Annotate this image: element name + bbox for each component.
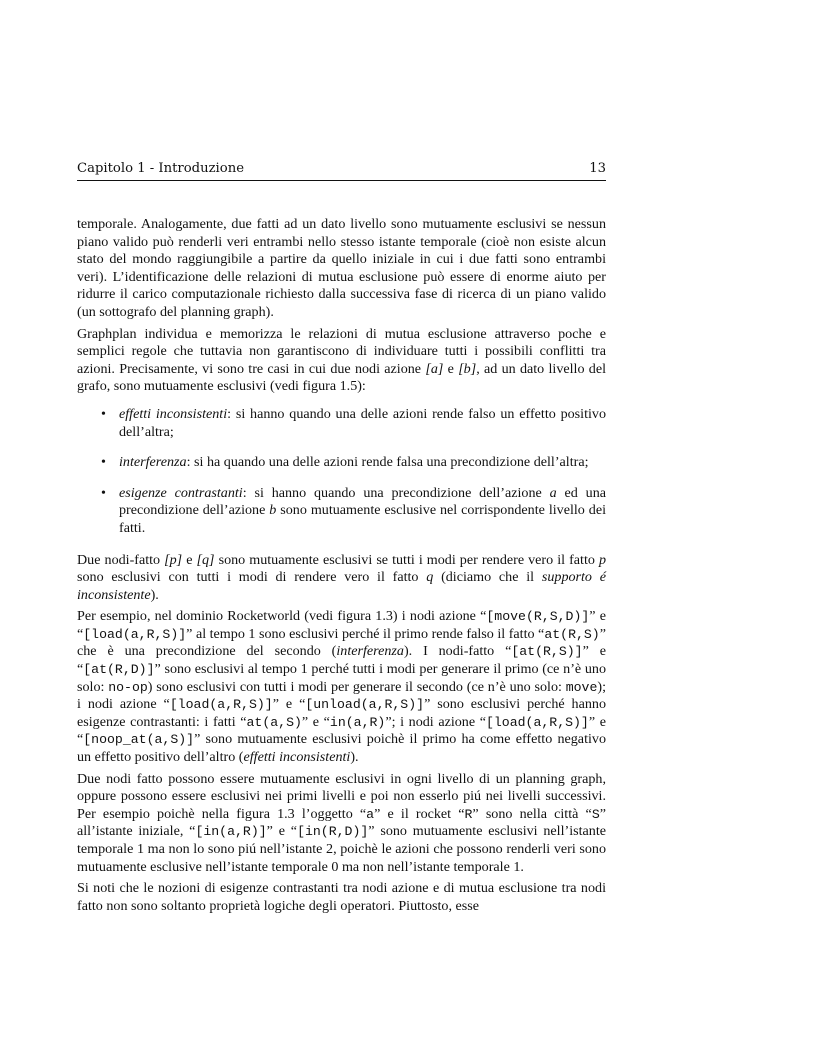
list-item: • esigenze contrastanti: si hanno quando una precondizione dell’azione a ed una precondizione dell’azione b sono mutuamente esclusive nel corrispondente livello dei fatti.: [101, 484, 606, 536]
list-item: • interferenza: si ha quando una delle azioni rende falsa una precondizione dell’altra;: [101, 454, 589, 471]
list-item: • effetti inconsistenti: si hanno quando una delle azioni rende falso un effetto positivo dell’altra;: [101, 405, 607, 440]
page-body: [77, 216, 606, 919]
paragraph-4: Per esempio, nel dominio Rocketworld (vedi figura 1.3) i nodi azione “[move(R,S,D)]” e “[load(a,R,S)]” al tempo 1 sono esclusivi perché il primo rende falso il fatto “at(R,S)” che è una precondizione del secondo (interferenza). I nodi-fatto “[at(R,S)]” e “[at(R,D)]” sono esclusivi al tempo 1 perché tutti i modi per generare il primo (ce n’è uno solo: no-op) sono esclusivi con tutti i modi per generare il secondo (ce n’è uno solo: move); i nodi azione “[load(a,R,S)]” e “[unload(a,R,S)]” sono esclusivi perché hanno esigenze contrastanti: i fatti “at(a,S)” e “in(a,R)”; i nodi azione “[load(a,R,S)]” e “[noop_at(a,S)]” sono mutuamente esclusivi poichè il primo ha come effetto negativo un effetto positivo dell’altro (effetti inconsistenti).: [77, 608, 606, 766]
paragraph-6: Si noti che le nozioni di esigenze contrastanti tra nodi azione e di mutua esclusione tra nodi fatto non sono soltanto proprietà logiche degli operatori. Piuttosto, esse: [77, 880, 606, 914]
bullet-icon: •: [101, 405, 106, 422]
bullet-icon: •: [101, 484, 106, 501]
chapter-title: Capitolo 1 - Introduzione: [77, 161, 245, 176]
bullet-icon: •: [101, 454, 106, 471]
paragraph-3: Due nodi-fatto [p] e [q] sono mutuamente esclusivi se tutti i modi per rendere vero il fatto p sono esclusivi con tutti i modi di rendere vero il fatto q (diciamo che il supporto é inconsistente).: [77, 551, 607, 603]
running-header: [77, 161, 606, 181]
paragraph-2: Graphplan individua e memorizza le relazioni di mutua esclusione attraverso poche e semplici regole che tuttavia non garantiscono di individuare tutti i possibili conflitti tra azioni. Precisamente, vi sono tre casi in cui due nodi azione [a] e [b], ad un dato livello del grafo, sono mutuamente esclusivi (vedi figura 1.5):: [77, 325, 606, 395]
mutex-cases-list: [77, 406, 606, 538]
paragraph-5: Due nodi fatto possono essere mutuamente esclusivi in ogni livello di un planning graph, oppure possono essere esclusivi nei primi livelli e poi non esserlo piú nei livelli successivi. Per esempio poichè nella figura 1.3 l’oggetto “a” e il rocket “R” sono nella città “S” all’istante iniziale, “[in(a,R)]” e “[in(R,D)]” sono mutuamente esclusivi nell’istante temporale 1 ma non lo sono piú nell’istante 2, poichè le azioni che possono renderli veri sono mutuamente esclusive nell’istante temporale 0 ma non nell’istante temporale 1.: [77, 770, 606, 875]
page-number: 13: [589, 161, 606, 176]
paragraph-1: temporale. Analogamente, due fatti ad un dato livello sono mutuamente esclusivi se nessun piano valido può renderli veri entrambi nello stesso istante temporale (cioè non esiste alcun stato del mondo raggiungibile a partire da quello iniziale in cui i due fatti sono entrambi veri). L’identificazione delle relazioni di mutua esclusione può essere di enorme aiuto per ridurre il carico computazionale richiesto dalla successiva fase di ricerca di un piano valido (un sottografo del planning graph).: [77, 216, 606, 320]
